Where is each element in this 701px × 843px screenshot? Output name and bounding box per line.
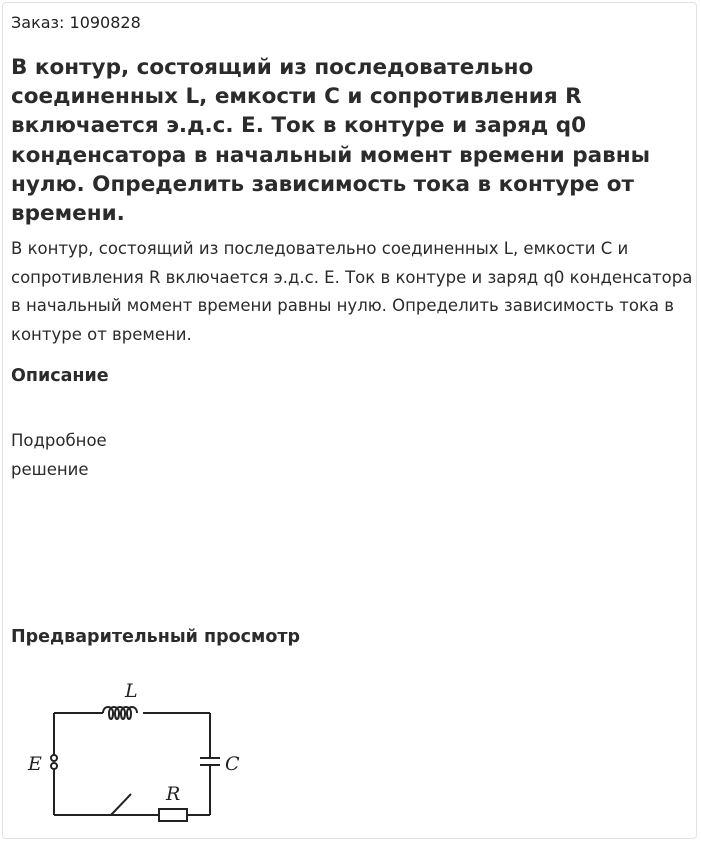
problem-title: В контур, состоящий из последовательно соединенных L, емкости С и сопротивления R включается э.д.с. Е. Ток в контуре и заряд q0 конденсатора в начальный момент времени равны нулю. Определить зависимость тока в контуре от времени. xyxy=(11,55,651,227)
problem-text: В контур, состоящий из последовательно соединенных L, емкости С и сопротивления R включается э.д.с. Е. Ток в контуре и заряд q0 конденсатора в начальный момент времени равны нулю. Определить зависимость тока в контуре от времени. xyxy=(11,239,693,344)
preview-heading: Предварительный просмотр xyxy=(11,627,301,647)
emf-terminal-top xyxy=(51,755,57,761)
inductor-label: L xyxy=(125,680,138,702)
inductor-coil xyxy=(103,707,137,719)
order-number: Заказ: 1090828 xyxy=(11,13,141,32)
circuit-diagram xyxy=(3,673,263,833)
resistor-body xyxy=(159,809,187,821)
description-value: Подробное решение xyxy=(11,431,107,479)
switch-blade xyxy=(111,794,131,815)
emf-terminal-bottom xyxy=(51,763,57,769)
resistor-label: R xyxy=(166,783,181,805)
capacitor-label: C xyxy=(225,753,240,775)
description-heading: Описание xyxy=(11,366,109,386)
emf-label: E xyxy=(28,753,42,775)
task-card xyxy=(2,2,697,839)
